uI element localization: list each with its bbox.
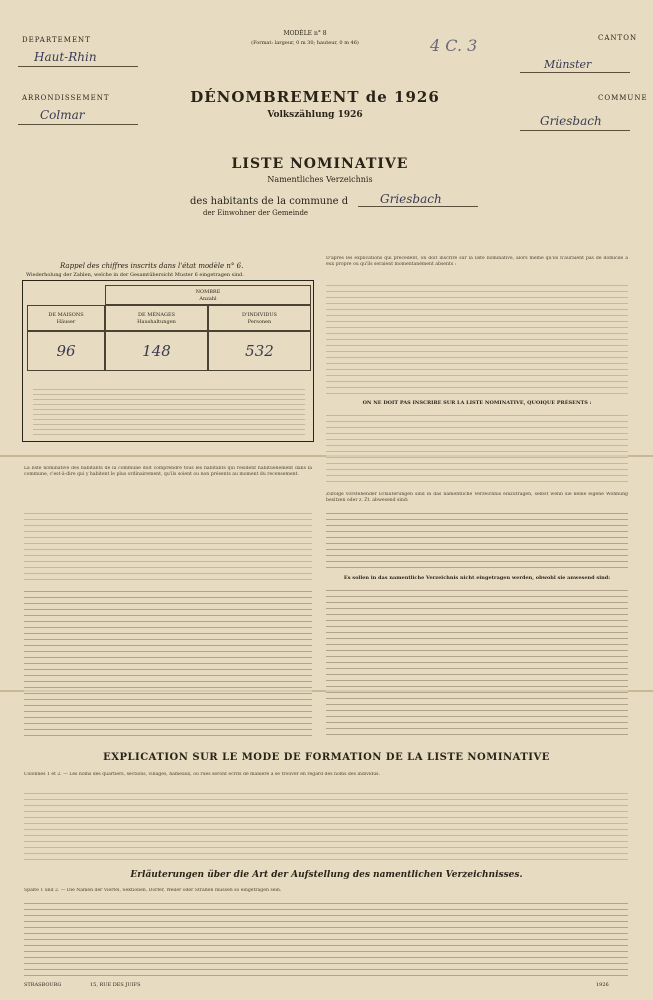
left-text-lines xyxy=(24,508,312,582)
pencil-mark: 4 C. 3 xyxy=(430,36,478,55)
col-menages-sub: Haushaltungen xyxy=(137,318,176,325)
col-maisons-header xyxy=(27,305,105,331)
liste-title: LISTE NOMINATIVE xyxy=(231,156,409,172)
col-menages-label: DE MÉNAGES xyxy=(137,312,176,318)
footer-address: 15, RUE DES JUIFS xyxy=(90,982,141,988)
footer-city: STRASBOURG xyxy=(24,982,62,988)
right-german-lines xyxy=(326,508,628,572)
right-text-lines-2 xyxy=(326,410,628,484)
format-note: (Format: largeur, 0 m 30; hauteur, 0 m 46) xyxy=(251,40,359,46)
nombre-header-cell xyxy=(105,285,311,305)
val-menages-cell xyxy=(105,331,208,371)
on-ne-doit-pas: ON NE DOIT PAS INSCRIRE SUR LA LISTE NOMINATIVE, QUOIQUE PRÉSENTS : xyxy=(362,400,592,406)
recap-caption-de: Wiederholung der Zahlen, welche in der Gesamtübersicht Muster 6 eingetragen sind. xyxy=(26,272,244,278)
val-maisons-cell xyxy=(27,331,105,371)
commune-line-fr: des habitants de la commune d xyxy=(190,196,349,207)
commune-hand-entry: Griesbach xyxy=(380,192,442,206)
footer-year: 1926 xyxy=(596,982,609,988)
erlaeuterungen-lines xyxy=(24,898,628,976)
departement-label: DEPARTEMENT xyxy=(22,36,91,44)
val-individus-cell xyxy=(208,331,311,371)
es-sollen: Es sollen in das namentliche Verzeichnis nicht eingetragen werden, obwohl sie anwesend sind: xyxy=(343,575,611,581)
right-text-lines xyxy=(326,280,628,396)
main-title: DÉNOMBREMENT de 1926 xyxy=(190,88,440,106)
right-paragraph: D'après les explications qui précèdent, on doit inscrire sur la liste nominative, alors même qu'ils n'auraient pas de domicile à eux propre ou qu'ils seraient momentanément absents : xyxy=(326,256,628,268)
nombre-header: NOMBRE xyxy=(195,289,221,295)
canton-label: CANTON xyxy=(598,34,638,42)
canton-value: Münster xyxy=(544,58,592,71)
val-menages: 148 xyxy=(142,342,171,360)
german-paragraph: Zufolge vorstehender Erläuterungen sind in das namentliche Verzeichnis einzutragen, selbst wenn sie keine eigene Wohnung besitzen oder z. Zt. abwesend sind: xyxy=(326,492,628,504)
val-maisons: 96 xyxy=(56,342,76,360)
sub-title: Volkszählung 1926 xyxy=(267,110,363,120)
col-individus-header xyxy=(208,305,311,331)
colonnes-paragraph: Colonnes 1 et 2. — Les noms des quartiers, sections, villages, hameaux, ou rues seront écrits de manière à se trouver en regard des noms des individus. xyxy=(24,772,381,777)
arrondissement-value: Colmar xyxy=(40,108,85,122)
left-paragraph: La liste nominative des habitants de la commune doit comprendre tous les habitants qui résident habituellement dans la commune, c'est-à-dire qui y habitent le plus ordinairement, qu'ils soient ou non présents au moment du recensement. xyxy=(24,466,312,478)
liste-subtitle: Namentliches Verzeichnis xyxy=(267,175,373,184)
erlaeuterungen-title: Erläuterungen über die Art der Aufstellung des namentlichen Verzeichnisses. xyxy=(130,870,523,880)
recap-box xyxy=(22,280,314,442)
commune-value: Griesbach xyxy=(540,114,602,128)
recap-footnote-lines xyxy=(33,385,305,435)
col-individus-sub: Personen xyxy=(247,318,272,325)
left-german-lines xyxy=(24,586,312,736)
explication-title: EXPLICATION SUR LE MODE DE FORMATION DE LA LISTE NOMINATIVE xyxy=(103,752,550,763)
departement-value: Haut-Rhin xyxy=(34,50,97,64)
right-german-lines-2 xyxy=(326,585,628,737)
modele-number: MODÈLE n° 8 xyxy=(283,30,327,37)
explication-lines xyxy=(24,788,628,864)
recap-caption-fr: Rappel des chiffres inscrits dans l'état modèle n° 6. xyxy=(60,262,244,270)
col-maisons-sub: Häuser xyxy=(56,318,76,325)
arrondissement-label: ARRONDISSEMENT xyxy=(22,94,110,102)
commune-label: COMMUNE xyxy=(598,94,648,102)
col-individus-label: D'INDIVIDUS xyxy=(242,312,277,318)
col-menages-header xyxy=(105,305,208,331)
spalte-paragraph: Spalte 1 und 2. — Die Namen der Viertel, Sektionen, Dörfer, Weiler oder Straßen müssen so eingetragen sein. xyxy=(24,888,282,893)
nombre-sub: Anzahl xyxy=(199,295,217,302)
val-individus: 532 xyxy=(245,342,274,360)
commune-line-de: der Einwohner der Gemeinde xyxy=(203,209,309,217)
col-maisons-label: DE MAISONS xyxy=(48,312,84,318)
